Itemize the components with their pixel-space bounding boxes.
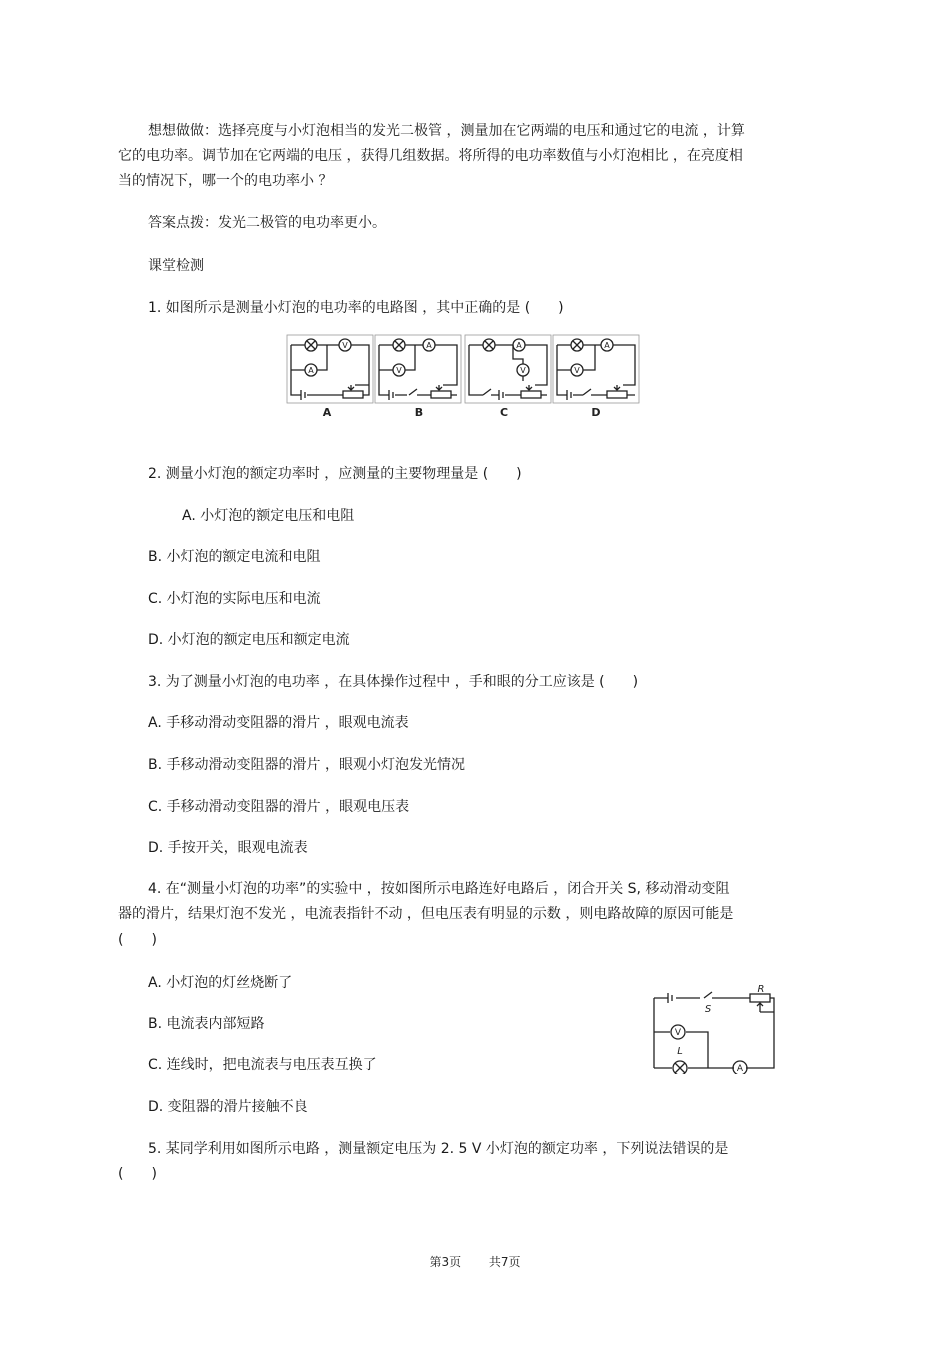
q3-option-a: A. 手移动滑动变阻器的滑片 ，眼观电流表 [148, 715, 409, 731]
intro-line-1: 想想做做：选择亮度与小灯泡相当的发光二极管 ，测量加在它两端的电压和通过它的电流 ，计算 [148, 123, 745, 139]
q1-label-c: C [499, 406, 509, 419]
section-heading: 课堂检测 [148, 258, 204, 274]
q4-rheostat-label: R [757, 984, 765, 995]
q1-b-meter-2: V [396, 366, 402, 375]
q3-stem: 3. 为了测量小灯泡的电功率 ，在具体操作过程中 ，手和眼的分工应该是 ( ) [148, 674, 639, 690]
q4-switch-label: S [704, 1004, 712, 1015]
q2-option-d: D. 小灯泡的额定电压和额定电流 [148, 632, 350, 648]
q4-option-b: B. 电流表内部短路 [148, 1016, 265, 1032]
q4-lamp-label: L [677, 1046, 683, 1057]
q1-a-meter-1: V [342, 341, 348, 350]
q5-stem-line-1: 5. 某同学利用如图所示电路 ，测量额定电压为 2. 5 V 小灯泡的额定功率 ，下列说法错误的是 [148, 1141, 729, 1157]
q4-stem-line-3: ( ) [118, 932, 157, 948]
q2-stem: 2. 测量小灯泡的额定功率时 ，应测量的主要物理量是 ( ) [148, 466, 522, 482]
q2-option-b: B. 小灯泡的额定电流和电阻 [148, 549, 321, 565]
answer-hint: 答案点拨：发光二极管的电功率更小。 [148, 215, 386, 231]
intro-line-3: 当的情况下，哪一个的电功率小 ？ [118, 173, 333, 189]
q4-voltmeter-label: V [674, 1028, 682, 1038]
q1-label-d: D [591, 406, 601, 419]
q1-label-a: A [322, 406, 332, 419]
page-footer [0, 1253, 950, 1270]
q3-option-b: B. 手移动滑动变阻器的滑片 ，眼观小灯泡发光情况 [148, 757, 465, 773]
page-number: 第3页 [429, 1255, 462, 1269]
q5-stem-line-2: ( ) [118, 1166, 157, 1182]
page-total: 共7页 [488, 1255, 521, 1269]
q4-ammeter-label: A [736, 1064, 744, 1074]
q1-label-b: B [414, 406, 424, 419]
q1-c-meter-1: A [516, 341, 522, 350]
q4-circuit-figure [650, 982, 778, 1074]
q3-option-d: D. 手按开关，眼观电流表 [148, 840, 308, 856]
q1-c-meter-2: V [520, 366, 526, 375]
q4-stem-line-2: 器的滑片，结果灯泡不发光 ，电流表指针不动 ，但电压表有明显的示数 ，则电路故障的原因可能是 [118, 906, 734, 922]
q1-b-meter-1: A [426, 341, 432, 350]
q4-option-a: A. 小灯泡的灯丝烧断了 [148, 975, 293, 991]
q1-d-meter-2: V [574, 366, 580, 375]
q4-option-d: D. 变阻器的滑片接触不良 [148, 1099, 308, 1115]
q1-d-meter-1: A [604, 341, 610, 350]
q1-a-meter-2: A [308, 366, 314, 375]
q4-stem-line-1: 4. 在“测量小灯泡的功率”的实验中 ，按如图所示电路连好电路后 ，闭合开关 S, 移动滑动变阻 [148, 881, 730, 897]
q4-option-c: C. 连线时，把电流表与电压表互换了 [148, 1057, 377, 1073]
q2-option-a: A. 小灯泡的额定电压和电阻 [182, 508, 355, 524]
q1-circuit-figure [285, 333, 640, 421]
q2-option-c: C. 小灯泡的实际电压和电流 [148, 591, 321, 607]
intro-line-2: 它的电功率。调节加在它两端的电压 ，获得几组数据。将所得的电功率数值与小灯泡相比 ，在亮度相 [118, 148, 743, 164]
q3-option-c: C. 手移动滑动变阻器的滑片 ，眼观电压表 [148, 799, 410, 815]
q1-stem: 1. 如图所示是测量小灯泡的电功率的电路图 ，其中正确的是 ( ) [148, 300, 564, 316]
